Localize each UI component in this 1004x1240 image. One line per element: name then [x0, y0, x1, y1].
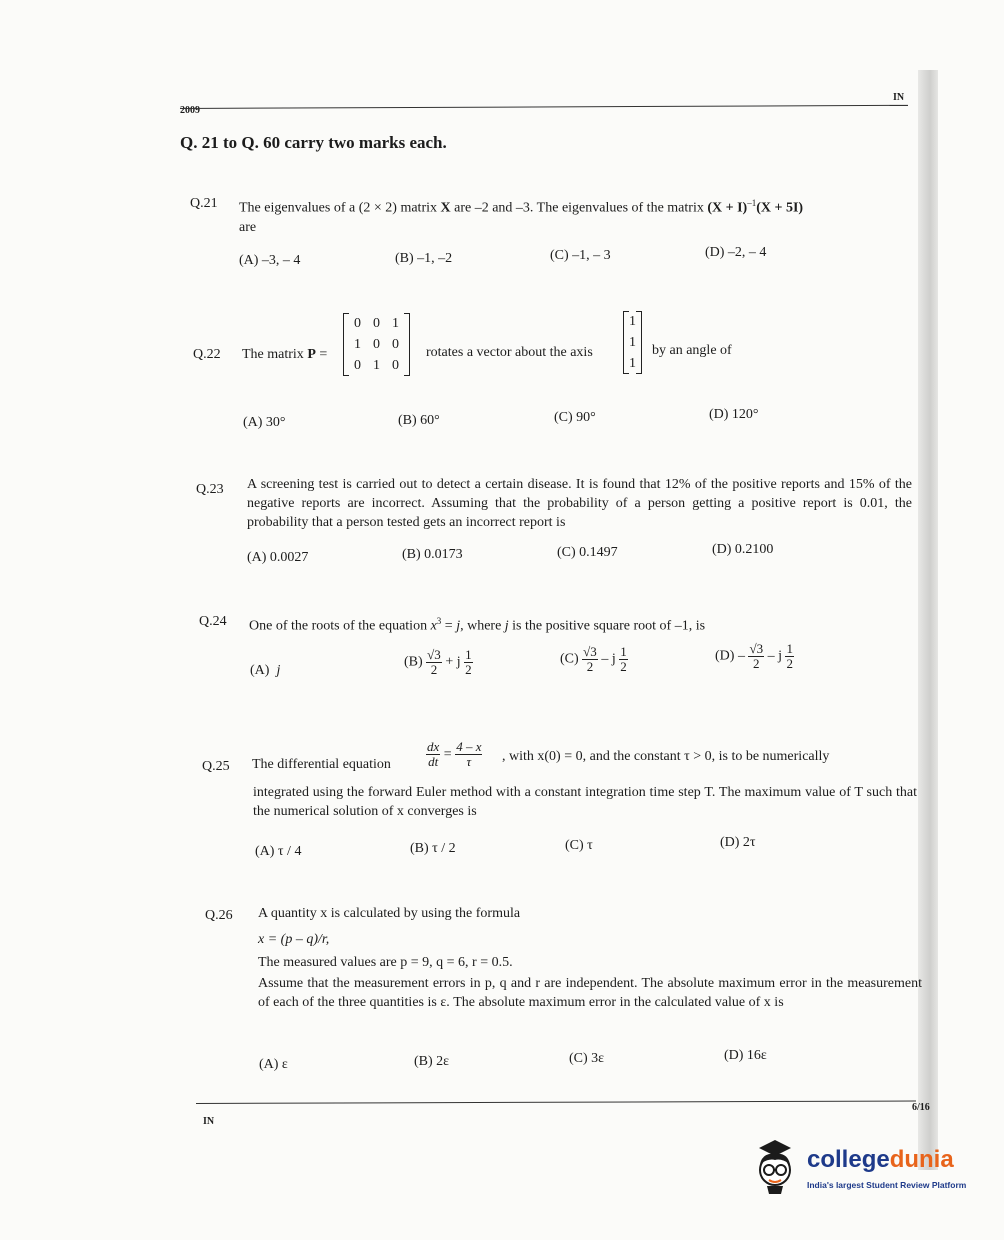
question-number: Q.26 [205, 908, 233, 923]
q21-option-a[interactable]: (A) –3, – 4 [239, 253, 301, 268]
q26-option-b[interactable]: (B) 2ε [414, 1054, 450, 1069]
question-text: The matrix P = [242, 347, 328, 362]
q22-option-d[interactable]: (D) 120° [709, 407, 759, 422]
question-number: Q.21 [190, 196, 218, 211]
q23-option-a[interactable]: (A) 0.0027 [247, 550, 309, 565]
q26-option-d[interactable]: (D) 16ε [724, 1048, 767, 1063]
header-rule [180, 105, 908, 109]
logo-tagline: India's largest Student Review Platform [807, 1180, 967, 1190]
q24-option-c[interactable]: (C) $\frac{√3}{2}$ – j $\frac{1}{2}$ [560, 644, 627, 674]
question-text-cont: integrated using the forward Euler method with a constant integration time step T. The maximum value of T such that the numerical solution of x converges is [253, 785, 917, 819]
formula: x = (p – q)/r, [258, 932, 330, 947]
section-title: Q. 21 to Q. 60 carry two marks each. [180, 133, 447, 152]
question-text-mid: , with x(0) = 0, and the constant τ > 0, is to be numerically [502, 749, 830, 764]
q23-option-d[interactable]: (D) 0.2100 [712, 542, 774, 557]
footer-paper-code: IN [203, 1116, 215, 1127]
question-number: Q.23 [196, 482, 224, 497]
q22-option-c[interactable]: (C) 90° [554, 410, 596, 425]
q26-option-c[interactable]: (C) 3ε [569, 1051, 605, 1066]
q25-option-a[interactable]: (A) τ / 4 [255, 844, 302, 859]
q23-option-b[interactable]: (B) 0.0173 [402, 547, 463, 562]
question-number: Q.24 [199, 614, 227, 629]
question-text-cont: Assume that the measurement errors in p, q and r are independent. The absolute maximum error in the measurement of each of the three quantities is ε. The absolute maximum error in the calculated value of x is [258, 976, 922, 1010]
q24-option-a[interactable]: (A) j [250, 663, 281, 678]
question-number: Q.22 [193, 347, 221, 362]
question-text: One of the roots of the equation $x^3 = j$, where j is the positive square root of –1, is [249, 616, 706, 634]
question-text-end: by an angle of [652, 343, 732, 358]
footer-rule [196, 1100, 916, 1104]
q24-option-d[interactable]: (D) – $\frac{√3}{2}$ – j $\frac{1}{2}$ [715, 641, 793, 671]
question-text: The eigenvalues of a (2 × 2) matrix X are –2 and –3. The eigenvalues of the matrix $(X + I)^{-1}(X + 5I)$ [239, 198, 804, 216]
question-number: Q.25 [202, 759, 230, 774]
measured-values: The measured values are p = 9, q = 6, r = 0.5. [258, 955, 513, 970]
header-paper-code: IN [893, 92, 905, 103]
question-text: The differential equation [252, 757, 391, 772]
q25-option-b[interactable]: (B) τ / 2 [410, 841, 456, 856]
q25-option-d[interactable]: (D) 2τ [720, 835, 756, 850]
q22-option-a[interactable]: (A) 30° [243, 415, 286, 430]
header-year: 2009 [180, 105, 200, 116]
q25-option-c[interactable]: (C) τ [565, 838, 593, 853]
q21-option-b[interactable]: (B) –1, –2 [395, 251, 453, 266]
question-text: A screening test is carried out to detect a certain disease. It is found that 12% of the positive reports and 15% of the negative reports are incorrect. Assuming that the probability of a person getting a positive report is 0.01, the probability that a person tested gets an incorrect report is [247, 477, 912, 530]
matrix-p: 0 0 1 1 0 0 0 1 0 [343, 313, 410, 376]
question-text-mid: rotates a vector about the axis [426, 345, 593, 360]
footer-page-number: 6/16 [912, 1102, 930, 1113]
q21-option-d[interactable]: (D) –2, – 4 [705, 245, 767, 260]
q24-option-b[interactable]: (B) $\frac{√3}{2}$ + j $\frac{1}{2}$ [404, 647, 472, 677]
question-text: A quantity x is calculated by using the formula [258, 906, 521, 921]
q21-option-c[interactable]: (C) –1, – 3 [550, 248, 611, 263]
q22-option-b[interactable]: (B) 60° [398, 413, 440, 428]
question-text-cont: are [239, 220, 257, 235]
logo-wordmark: collegedunia [807, 1146, 954, 1173]
equation: $\frac{dx}{dt}$ = $\frac{4 - x}{\tau}$ [427, 739, 482, 769]
q26-option-a[interactable]: (A) ε [259, 1057, 288, 1072]
axis-vector: 1 1 1 [623, 311, 642, 374]
mascot-icon [745, 1138, 803, 1196]
q23-option-c[interactable]: (C) 0.1497 [557, 545, 618, 560]
collegedunia-logo[interactable] [745, 1138, 985, 1198]
